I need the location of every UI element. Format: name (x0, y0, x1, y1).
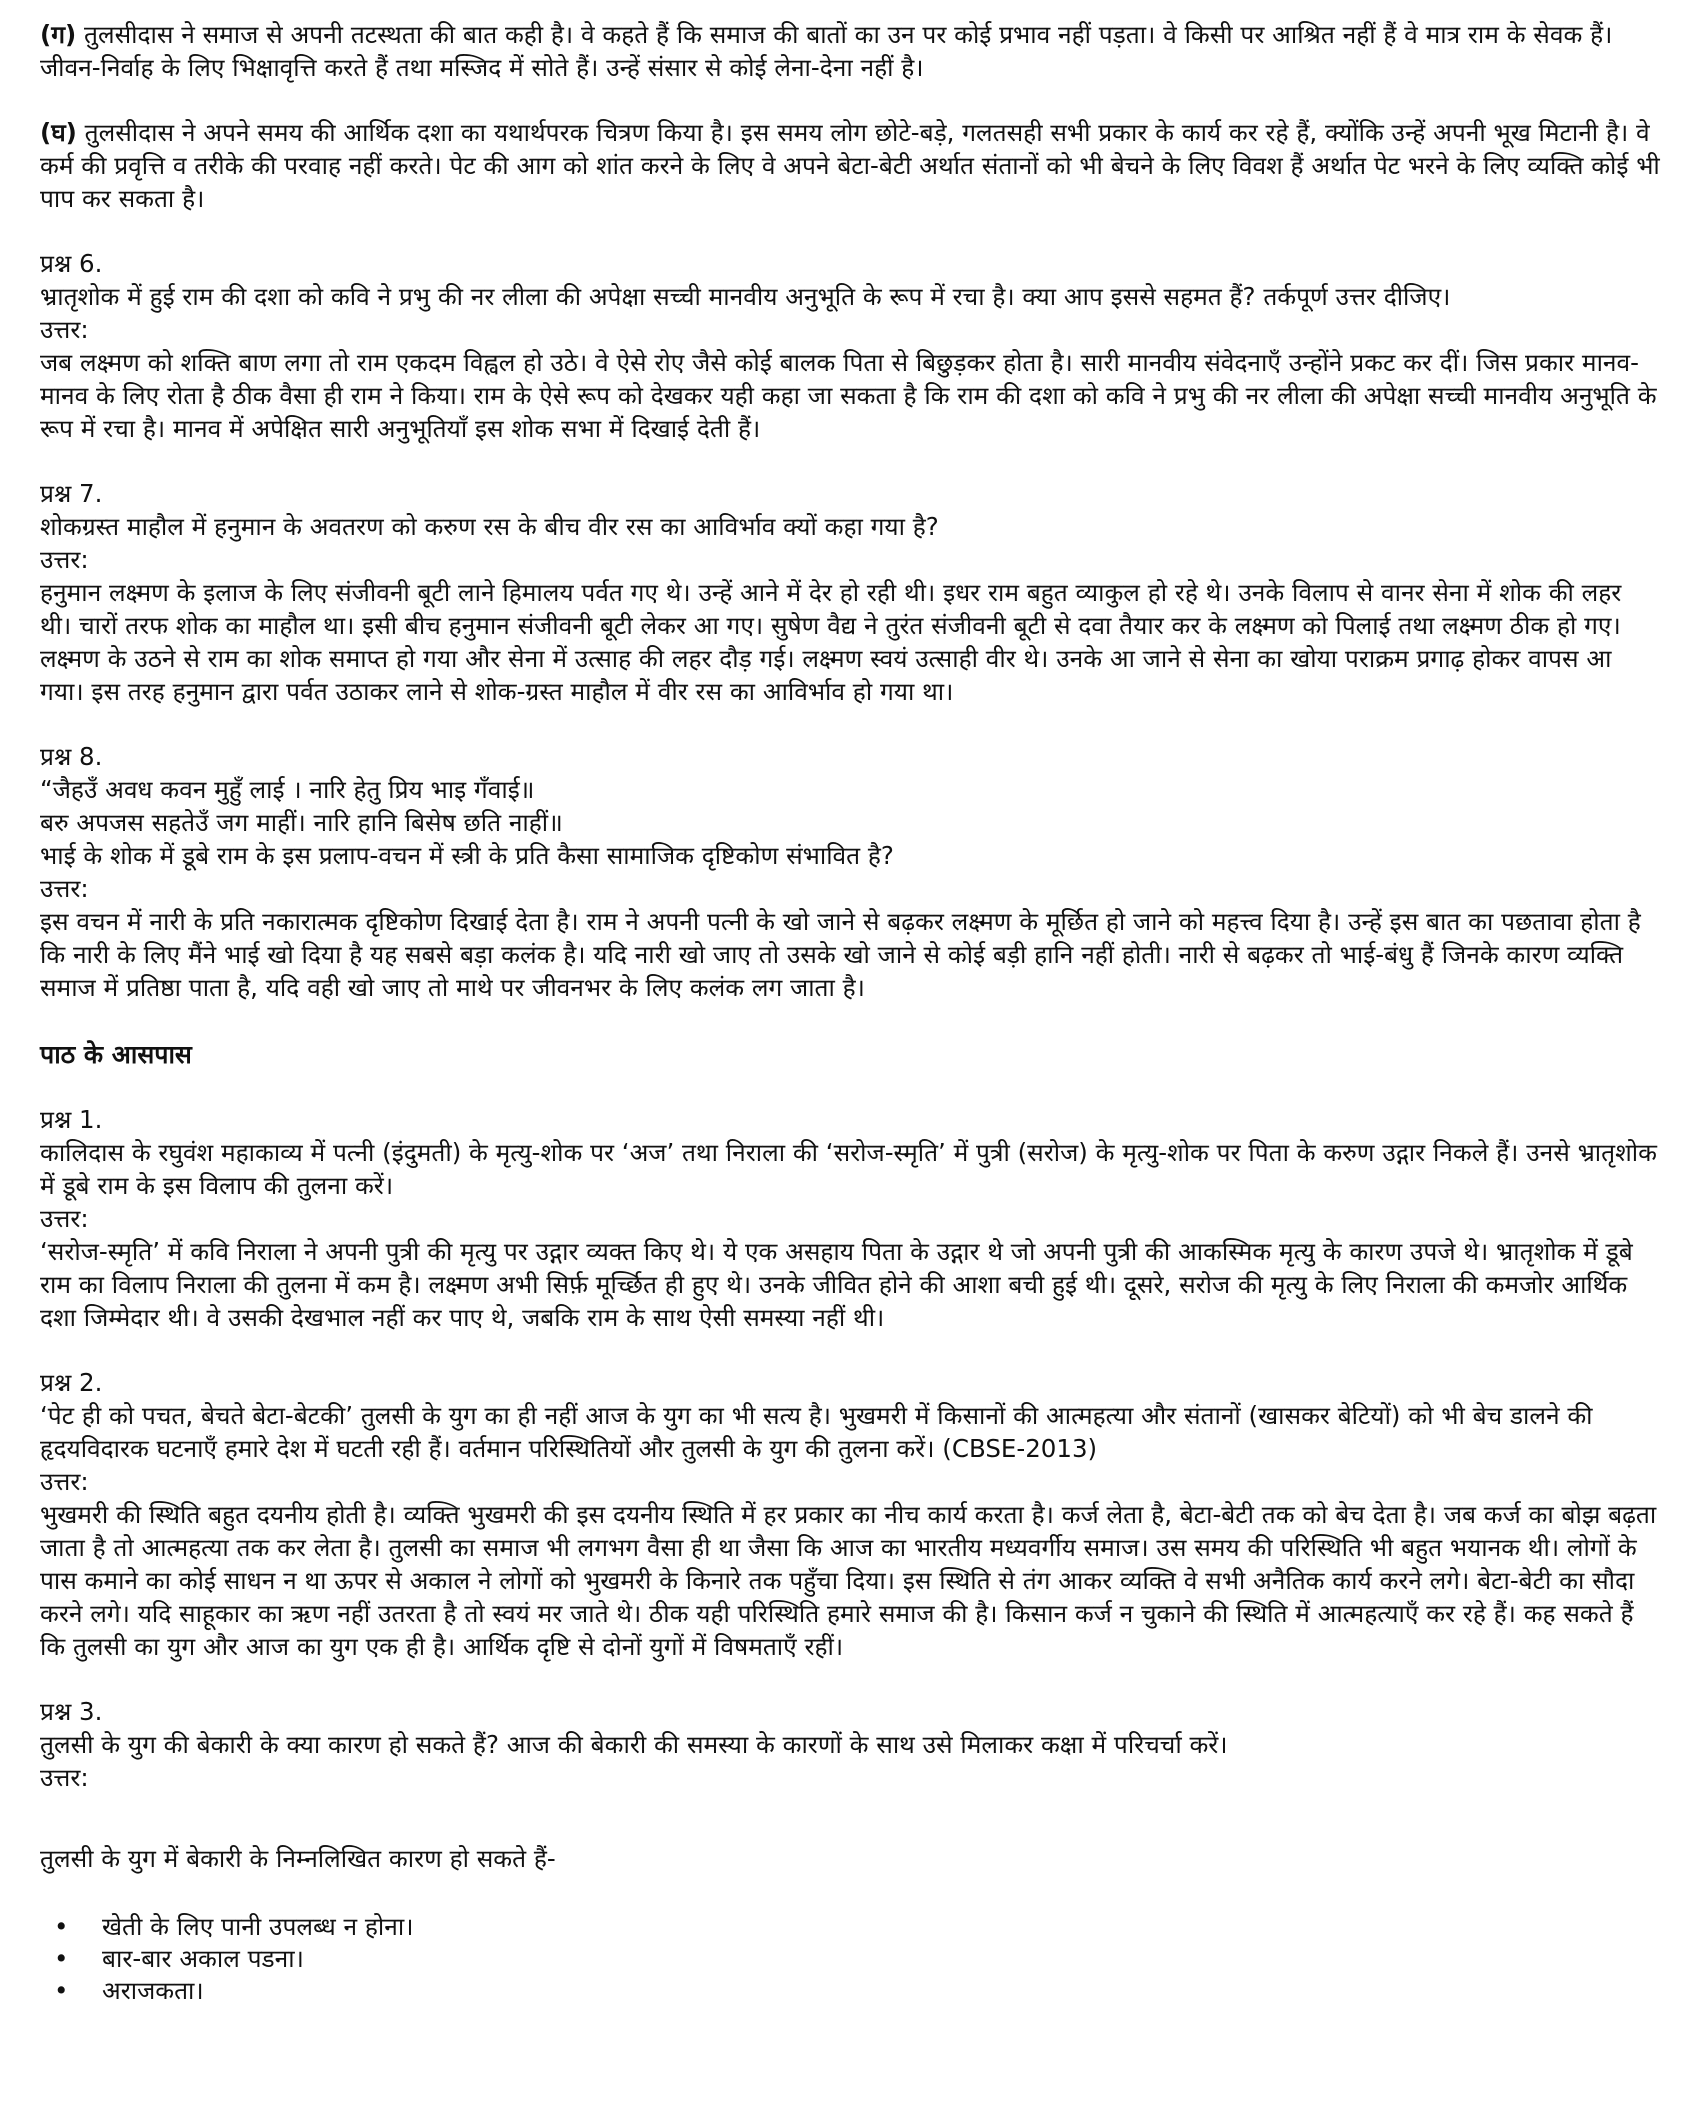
list-item-text: खेती के लिए पानी उपलब्ध न होना। (102, 1912, 414, 1941)
section-heading: पाठ के आसपास (40, 1040, 192, 1069)
bullet-icon: • (54, 1976, 69, 2005)
question-block-7 (40, 477, 1660, 708)
reasons-list (40, 1911, 1660, 2007)
answer-label: उत्तर: (40, 315, 89, 344)
list-item-text: अराजकता। (102, 1976, 204, 2005)
question-label: प्रश्न 3. (40, 1697, 103, 1726)
question-block-8 (40, 740, 1660, 1004)
question-block-p3 (40, 1695, 1660, 2007)
answer-intro: तुलसी के युग में बेकारी के निम्नलिखित कारण हो सकते हैं- (40, 1844, 556, 1873)
question-label: प्रश्न 8. (40, 742, 103, 771)
question-label: प्रश्न 2. (40, 1368, 103, 1397)
paragraph-text: तुलसीदास ने समाज से अपनी तटस्थता की बात कही है। वे कहते हैं कि समाज की बातों का उन पर कोई प्रभाव नहीं पड़ता। वे किसी पर आश्रित नहीं हैं वे मात्र राम के सेवक हैं। जीवन-निर्वाह के लिए भिक्षावृत्ति करते हैं तथा मस्जिद में सोते हैं। उन्हें संसार से कोई लेना-देना नहीं है। (40, 20, 1613, 82)
question-text: शोकग्रस्त माहौल में हनुमान के अवतरण को करुण रस के बीच वीर रस का आविर्भाव क्यों कहा गया है? (40, 512, 939, 541)
question-text: कालिदास के रघुवंश महाकाव्य में पत्नी (इंदुमती) के मृत्यु-शोक पर ‘अज’ तथा निराला की ‘सरोज-स्मृति’ में पुत्री (सरोज) के मृत्यु-शोक पर पिता के करुण उद्गार निकले हैं। उनसे भ्रातृशोक में डूबे राम के इस विलाप की तुलना करें। (40, 1138, 1657, 1200)
answer-text: ‘सरोज-स्मृति’ में कवि निराला ने अपनी पुत्री की मृत्यु पर उद्गार व्यक्त किए थे। ये एक असहाय पिता के उद्गार थे जो अपनी पुत्री की आकस्मिक मृत्यु के कारण उपजे थे। भ्रातृशोक में डूबे राम का विलाप निराला की तुलना में कम है। लक्ष्मण अभी सिर्फ़ मूर्च्छित ही हुए थे। उनके जीवित होने की आशा बची हुई थी। दूसरे, सरोज की मृत्यु के लिए निराला की कमजोर आर्थिक दशा जिम्मेदार थी। वे उसकी देखभाल नहीं कर पाए थे, जबकि राम के साथ ऐसी समस्या नहीं थी। (40, 1237, 1633, 1332)
answer-label: उत्तर: (40, 1467, 89, 1496)
question-block-6 (40, 247, 1660, 445)
answer-label: उत्तर: (40, 874, 89, 903)
verse-line-1: “जैहउँ अवध कवन मुहुँ लाई । नारि हेतु प्रिय भाइ गँवाई॥ (40, 775, 535, 804)
question-text: ‘पेट ही को पचत, बेचते बेटा-बेटकी’ तुलसी के युग का ही नहीं आज के युग का भी सत्य है। भुखमरी में किसानों की आत्महत्या और संतानों (खासकर बेटियों) को भी बेच डालने की हृदयविदारक घटनाएँ हमारे देश में घटती रही हैं। वर्तमान परिस्थितियों और तुलसी के युग की तुलना करें। (CBSE-2013) (40, 1401, 1593, 1463)
question-text: भ्रातृशोक में हुई राम की दशा को कवि ने प्रभु की नर लीला की अपेक्षा सच्ची मानवीय अनुभूति के रूप में रचा है। क्या आप इससे सहमत हैं? तर्कपूर्ण उत्तर दीजिए। (40, 282, 1451, 311)
answer-text: भुखमरी की स्थिति बहुत दयनीय होती है। व्यक्ति भुखमरी की इस दयनीय स्थिति में हर प्रकार का नीच कार्य करता है। कर्ज लेता है, बेटा-बेटी तक को बेच देता है। जब कर्ज का बोझ बढ़ता जाता है तो आत्महत्या तक कर लेता है। तुलसी का समाज भी लगभग वैसा ही था जैसा कि आज का भारतीय मध्यवर्गीय समाज। उस समय की परिस्थिति भी बहुत भयानक थी। लोगों के पास कमाने का कोई साधन न था ऊपर से अकाल ने लोगों को भुखमरी के किनारे तक पहुँचा दिया। इस स्थिति से तंग आकर व्यक्ति वे सभी अनैतिक कार्य करने लगे। बेटा-बेटी का सौदा करने लगे। यदि साहूकार का ऋण नहीं उतरता है तो स्वयं मर जाते थे। ठीक यही परिस्थिति हमारे समाज की है। किसान कर्ज न चुकाने की स्थिति में आत्महत्याएँ कर रहे हैं। कह सकते हैं कि तुलसी का युग और आज का युग एक ही है। आर्थिक दृष्टि से दोनों युगों में विषमताएँ रहीं। (40, 1500, 1657, 1661)
answer-text: इस वचन में नारी के प्रति नकारात्मक दृष्टिकोण दिखाई देता है। राम ने अपनी पत्नी के खो जाने से बढ़कर लक्ष्मण के मूर्छित हो जाने को महत्त्व दिया है। उन्हें इस बात का पछतावा होता है कि नारी के लिए मैंने भाई खो दिया है यह सबसे बड़ा कलंक है। यदि नारी खो जाए तो उसके खो जाने से कोई बड़ी हानि नहीं होती। नारी से बढ़कर तो भाई-बंधु हैं जिनके कारण व्यक्ति समाज में प्रतिष्ठा पाता है, यदि वही खो जाए तो माथे पर जीवनभर के लिए कलंक लग जाता है। (40, 907, 1641, 1002)
answer-label: उत्तर: (40, 1204, 89, 1233)
answer-text: हनुमान लक्ष्मण के इलाज के लिए संजीवनी बूटी लाने हिमालय पर्वत गए थे। उन्हें आने में देर हो रही थी। इधर राम बहुत व्याकुल हो रहे थे। उनके विलाप से वानर सेना में शोक की लहर थी। चारों तरफ शोक का माहौल था। इसी बीच हनुमान संजीवनी बूटी लेकर आ गए। सुषेण वैद्य ने तुरंत संजीवनी बूटी से दवा तैयार कर के लक्ष्मण को पिलाई तथा लक्ष्मण ठीक हो गए। लक्ष्मण के उठने से राम का शोक समाप्त हो गया और सेना में उत्साह की लहर दौड़ गई। लक्ष्मण स्वयं उत्साही वीर थे। उनके आ जाने से सेना का खोया पराक्रम प्रगाढ़ होकर वापस आ गया। इस तरह हनुमान द्वारा पर्वत उठाकर लाने से शोक-ग्रस्त माहौल में वीर रस का आविर्भाव हो गया था। (40, 578, 1622, 706)
question-text: तुलसी के युग की बेकारी के क्या कारण हो सकते हैं? आज की बेकारी की समस्या के कारणों के साथ उसे मिलाकर कक्षा में परिचर्चा करें। (40, 1730, 1228, 1759)
paragraph-ga (40, 18, 1660, 84)
list-item (40, 1943, 1660, 1975)
list-item (40, 1975, 1660, 2007)
answer-text: जब लक्ष्मण को शक्ति बाण लगा तो राम एकदम विह्वल हो उठे। वे ऐसे रोए जैसे कोई बालक पिता से बिछुड़कर होता है। सारी मानवीय संवेदनाएँ उन्होंने प्रकट कर दीं। जिस प्रकार मानव-मानव के लिए रोता है ठीक वैसा ही राम ने किया। राम के ऐसे रूप को देखकर यही कहा जा सकता है कि राम की दशा को कवि ने प्रभु की नर लीला की अपेक्षा सच्ची मानवीय अनुभूति के रूप में रचा है। मानव में अपेक्षित सारी अनुभूतियाँ इस शोक सभा में दिखाई देती हैं। (40, 348, 1657, 443)
question-block-p1 (40, 1103, 1660, 1334)
paragraph-marker: (ग) (40, 20, 77, 49)
list-item-text: बार-बार अकाल पडना। (102, 1944, 304, 1973)
verse-line-2: बरु अपजस सहतेउँ जग माहीं। नारि हानि बिसेष छति नाहीं॥ (40, 808, 563, 837)
paragraph-text: तुलसीदास ने अपने समय की आर्थिक दशा का यथार्थपरक चित्रण किया है। इस समय लोग छोटे-बड़े, गलतसही सभी प्रकार के कार्य कर रहे हैं, क्योंकि उन्हें अपनी भूख मिटानी है। वे कर्म की प्रवृत्ति व तरीके की परवाह नहीं करते। पेट की आग को शांत करने के लिए वे अपने बेटा-बेटी अर्थात संतानों को भी बेचने के लिए विवश हैं अर्थात पेट भरने के लिए व्यक्ति कोई भी पाप कर सकता है। (40, 118, 1660, 213)
bullet-icon: • (54, 1912, 69, 1941)
paragraph-gha (40, 116, 1660, 215)
list-item (40, 1911, 1660, 1943)
question-text: भाई के शोक में डूबे राम के इस प्रलाप-वचन में स्त्री के प्रति कैसा सामाजिक दृष्टिकोण संभावित है? (40, 841, 894, 870)
question-label: प्रश्न 6. (40, 249, 103, 278)
answer-label: उत्तर: (40, 545, 89, 574)
paragraph-marker: (घ) (40, 118, 77, 147)
question-block-p2 (40, 1366, 1660, 1663)
question-label: प्रश्न 7. (40, 479, 103, 508)
question-label: प्रश्न 1. (40, 1105, 103, 1134)
bullet-icon: • (54, 1944, 69, 1973)
answer-label: उत्तर: (40, 1763, 89, 1792)
